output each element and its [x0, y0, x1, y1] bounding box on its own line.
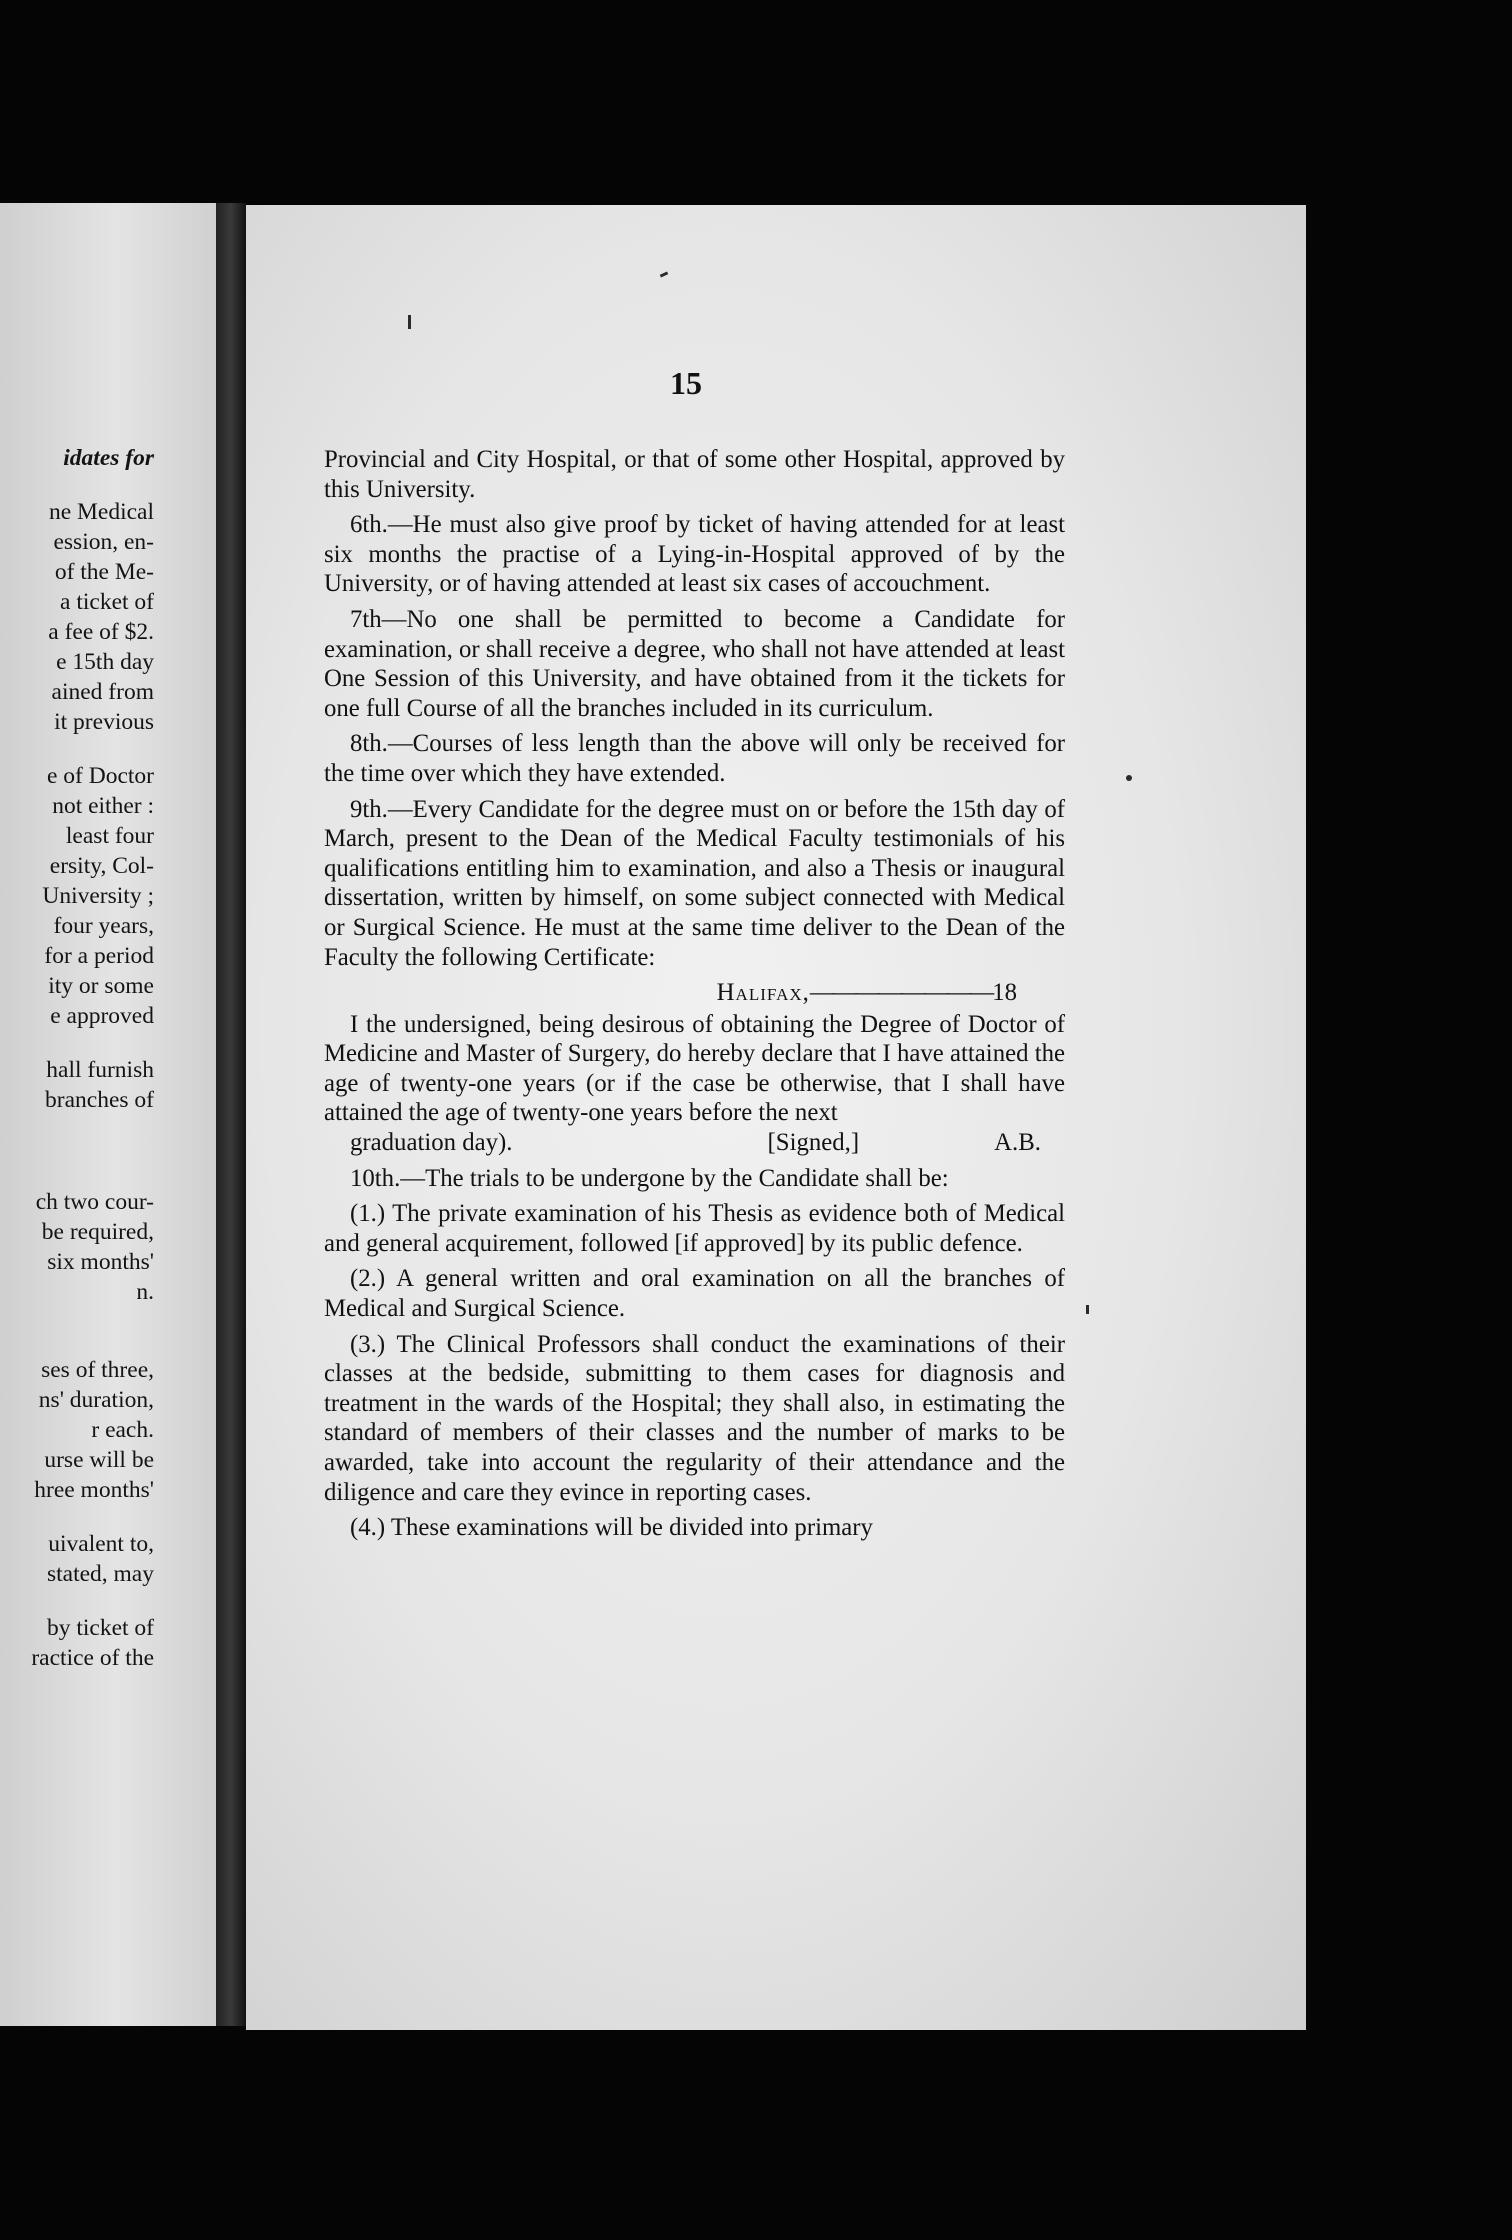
- left-page-line: uivalent to,: [48, 1531, 154, 1557]
- left-page-line: ersity, Col-: [49, 853, 154, 879]
- left-page-line: [0, 1307, 154, 1331]
- trial-item-3: (3.) The Clinical Professors shall conduct the examinations of their classes at the bedside, submitting to them cases for diagnosis and treatment in the wards of the Hospital; they shall also, in estimating the standard of members of their classes and the number of marks to be awarded, take into account the regularity of their attendance and the diligence and care they evince in reporting cases.: [324, 1330, 1065, 1506]
- left-page-line: least four: [65, 823, 154, 849]
- article-10: 10th.—The trials to be undergone by the Candidate shall be:: [350, 1164, 949, 1192]
- certificate-last-line: graduation day).: [350, 1129, 513, 1157]
- continuation-paragraph: Provincial and City Hospital, or that of some other Hospital, approved by this University.: [324, 446, 1065, 503]
- left-page-line: ch two cour-: [35, 1189, 154, 1215]
- left-page-line: stated, may: [46, 1561, 154, 1587]
- left-page-line: n.: [136, 1279, 154, 1305]
- certificate-year: 18: [992, 979, 1017, 1007]
- left-page-line: idates for: [63, 445, 154, 471]
- left-page: [0, 203, 232, 2026]
- left-page-line: [0, 1031, 154, 1055]
- left-page-line: of the Me-: [54, 559, 154, 585]
- left-page-line: [0, 1505, 154, 1529]
- left-page-line: ses of three,: [41, 1357, 154, 1383]
- left-page-line: hall furnish: [46, 1057, 154, 1083]
- left-page-line: ession, en-: [53, 529, 154, 555]
- left-page-line: [0, 1331, 154, 1355]
- trial-item-2: (2.) A general written and oral examination on all the branches of Medical and Surgical Science.: [324, 1265, 1065, 1323]
- left-page-line: ity or some: [48, 973, 154, 999]
- certificate-dash: ————————: [809, 979, 993, 1007]
- left-page-line: it previous: [54, 709, 154, 735]
- article-7: 7th—No one shall be permitted to become a Candidate for examination, or shall receive a degree, who shall not have attended at least One Session of this University, and have obtained from it the tickets for one full Course of all the branches included in its curriculum.: [324, 605, 1065, 722]
- left-page-line: [0, 1115, 154, 1139]
- left-page-line: four years,: [53, 913, 154, 939]
- left-page-line: not either :: [52, 793, 154, 819]
- book-gutter: [216, 203, 246, 2026]
- left-page-line: e of Doctor: [46, 763, 154, 789]
- article-9: 9th.—Every Candidate for the degree must on or before the 15th day of March, present to the Dean of the Medical Faculty testimonials of his qualifications entitling him to examination, and also a Thesis or inaugural dissertation, written by himself, on some subject connected with Medical or Surgical Science. He must at the same time deliver to the Dean of the Faculty the following Certificate:: [324, 795, 1065, 971]
- left-page-line: a fee of $2.: [48, 619, 154, 645]
- certificate-place: Halifax,: [716, 979, 810, 1007]
- article-8: 8th.—Courses of less length than the above will only be received for the time over which they have extended.: [324, 730, 1065, 787]
- left-page-line: University ;: [42, 883, 154, 909]
- trial-item-1: (1.) The private examination of his Thesis as evidence both of Medical and general acquirement, followed [if approved] by its public defence.: [324, 1200, 1065, 1257]
- signed-initials: A.B.: [994, 1129, 1041, 1157]
- left-page-line: branches of: [45, 1087, 154, 1113]
- certificate-signature-line: [324, 1128, 1065, 1158]
- left-page-line: ns' duration,: [38, 1387, 154, 1413]
- right-page: [246, 205, 1306, 2030]
- left-page-line: ained from: [51, 679, 154, 705]
- left-page-line: six months': [47, 1249, 154, 1275]
- left-page-line: for a period: [44, 943, 154, 969]
- left-page-line: by ticket of: [46, 1615, 154, 1641]
- left-page-line: [0, 1589, 154, 1613]
- left-page-line: [0, 1139, 154, 1163]
- body-text: [324, 445, 1065, 1549]
- left-page-line: urse will be: [44, 1447, 154, 1473]
- left-page-line: be required,: [41, 1219, 154, 1245]
- signed-label: [Signed,]: [767, 1129, 860, 1157]
- left-page-line: [0, 737, 154, 761]
- article-6: 6th.—He must also give proof by ticket of having attended for at least six months the practise of a Lying-in-Hospital approved of by the University, or of having attended at least six cases of accouchment.: [324, 511, 1065, 598]
- certificate-body: I the undersigned, being desirous of obtaining the Degree of Doctor of Medicine and Master of Surgery, do hereby declare that I have attained the age of twenty-one years (or if the case be otherwise, that I shall have attained the age of twenty-one years before the next: [324, 1010, 1065, 1127]
- left-page-text: [0, 443, 154, 1673]
- left-page-line: ne Medical: [48, 499, 154, 525]
- left-page-line: e approved: [50, 1003, 154, 1029]
- page-number: 15: [670, 365, 702, 401]
- left-page-line: [0, 473, 154, 497]
- left-page-line: r each.: [91, 1417, 154, 1443]
- trial-item-4: (4.) These examinations will be divided into primary: [350, 1514, 873, 1542]
- left-page-line: ractice of the: [31, 1645, 154, 1671]
- left-page-line: hree months': [34, 1477, 154, 1503]
- left-page-line: e 15th day: [56, 649, 154, 675]
- left-page-line: [0, 1163, 154, 1187]
- certificate-heading: [324, 978, 1065, 1008]
- left-page-line: a ticket of: [60, 589, 154, 615]
